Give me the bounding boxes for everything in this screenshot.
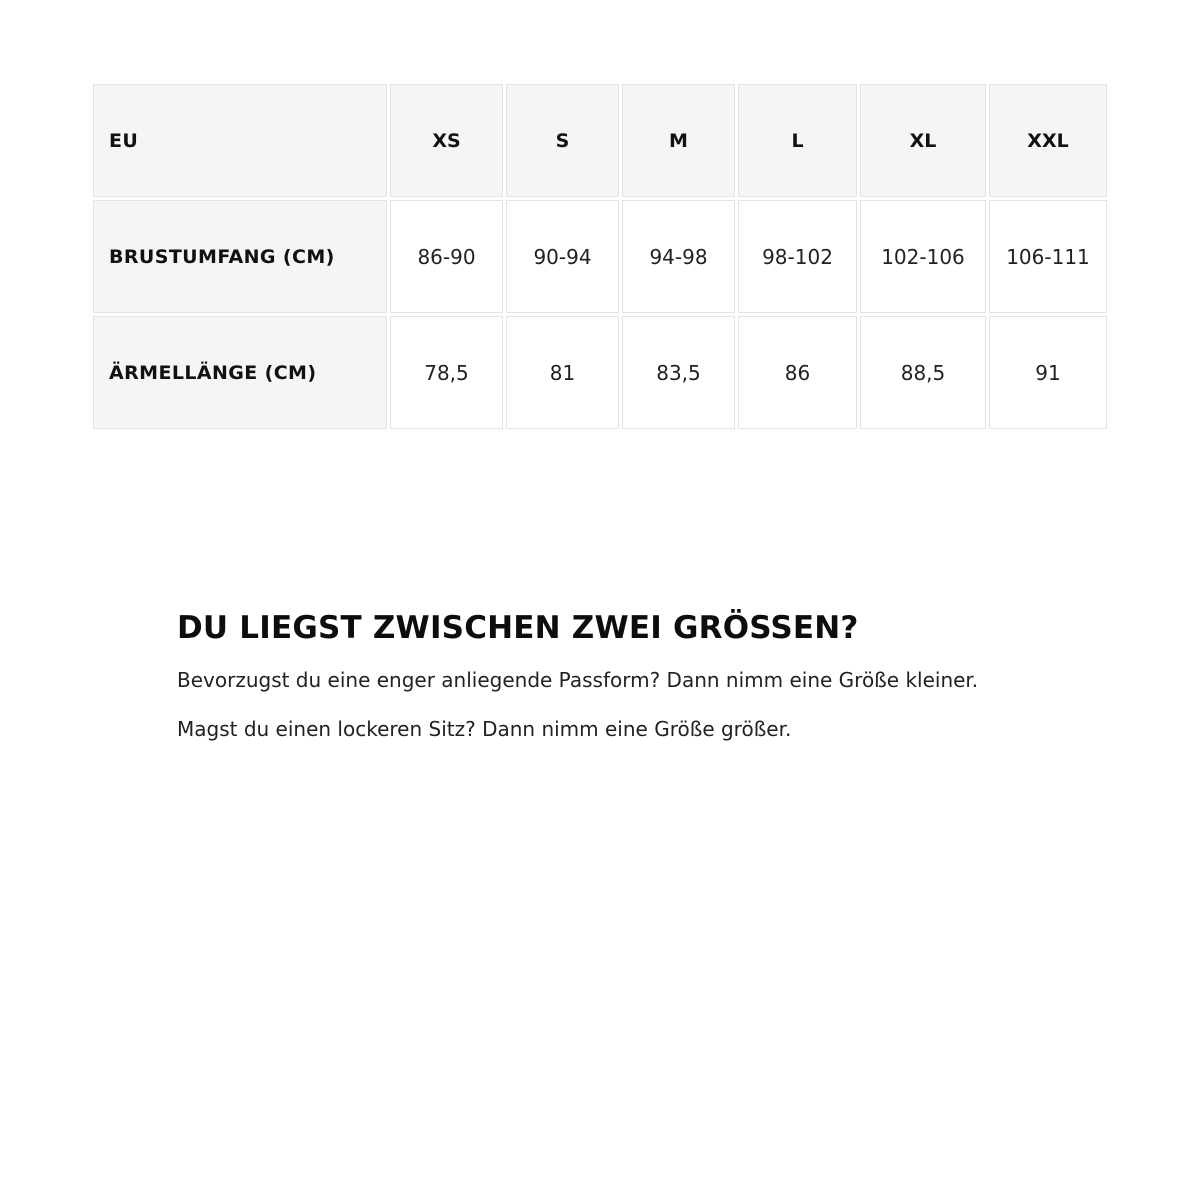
size-header-row [93,84,1107,197]
chest-value-xxl: 106-111 [989,200,1107,313]
fit-info-looser-text: Magst du einen lockeren Sitz? Dann nimm eine Größe größer. [177,717,792,741]
chest-value-s: 90-94 [506,200,619,313]
chest-value-m: 94-98 [622,200,735,313]
size-header-l: L [738,84,857,197]
chest-value-xs: 86-90 [390,200,503,313]
chest-value-xl: 102-106 [860,200,986,313]
chest-value-l: 98-102 [738,200,857,313]
size-header-xxl: XXL [989,84,1107,197]
fit-info-section [177,606,1137,764]
sleeve-value-xxl: 91 [989,316,1107,429]
sleeve-row [93,316,1107,429]
fit-info-tighter-text: Bevorzugst du eine enger anliegende Passform? Dann nimm eine Größe kleiner. [177,668,979,692]
chest-row [93,200,1107,313]
sleeve-value-xl: 88,5 [860,316,986,429]
size-header-xs: XS [390,84,503,197]
size-header-s: S [506,84,619,197]
chest-row-label: BRUSTUMFANG (CM) [93,200,387,313]
region-label: EU [93,84,387,197]
size-header-m: M [622,84,735,197]
sleeve-row-label: ÄRMELLÄNGE (CM) [93,316,387,429]
size-chart-table [90,81,1110,432]
sleeve-value-xs: 78,5 [390,316,503,429]
size-header-xl: XL [860,84,986,197]
sleeve-value-l: 86 [738,316,857,429]
sleeve-value-m: 83,5 [622,316,735,429]
fit-info-heading: DU LIEGST ZWISCHEN ZWEI GRÖSSEN? [177,610,859,646]
sleeve-value-s: 81 [506,316,619,429]
